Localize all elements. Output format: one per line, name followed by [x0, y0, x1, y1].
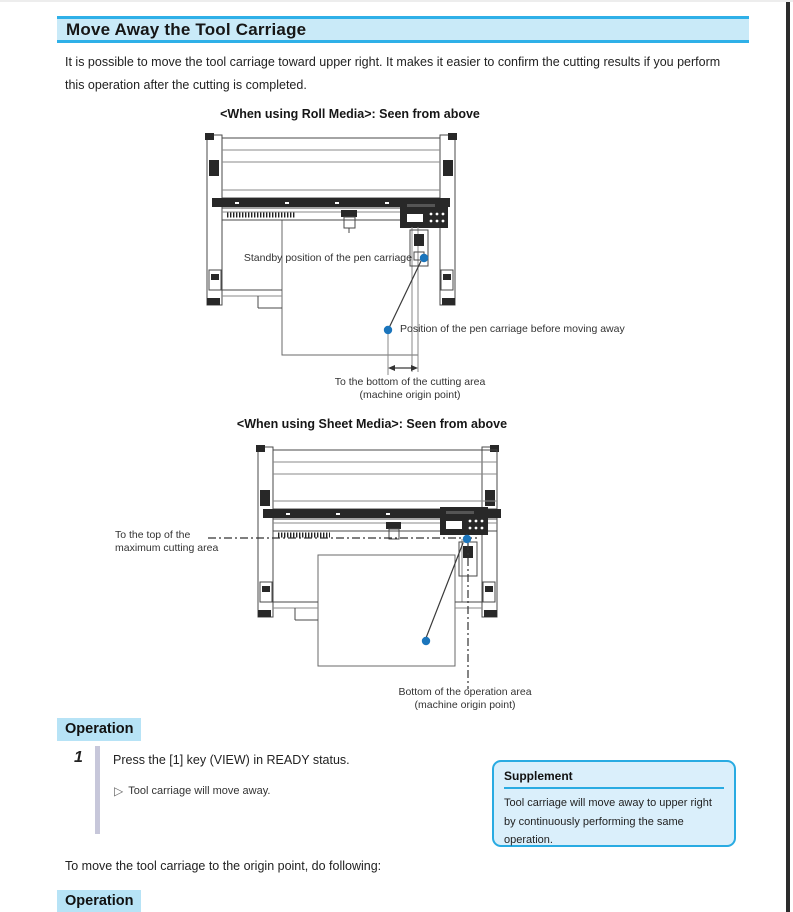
supplement-body: Tool carriage will move away to upper right by continuously performing the same operation. — [504, 797, 712, 846]
label-standby-position: Standby position of the pen carriage — [243, 252, 412, 264]
machine-top-frame — [273, 450, 497, 509]
label-bottom-operation-line1: Bottom of the operation area — [398, 686, 532, 698]
label-top-max-cutting-area — [115, 529, 218, 555]
bridge-text: To move the tool carriage to the origin point, do following: — [65, 859, 382, 873]
left-media-tracks — [273, 602, 318, 620]
sheet-media-heading: <When using Sheet Media>: Seen from above — [236, 417, 508, 431]
standby-dot — [420, 254, 428, 262]
operation-heading-2 — [57, 890, 141, 912]
supplement-heading: Supplement — [504, 769, 724, 789]
step-result-text: Tool carriage will move away. — [128, 785, 271, 797]
result-triangle-icon: ▷ — [114, 784, 124, 798]
page-right-border — [786, 2, 790, 912]
label-bottom-operation-line2: (machine origin point) — [414, 699, 516, 711]
machine-left-rail — [256, 445, 273, 617]
machine-left-rail — [205, 133, 222, 305]
step-text: Press the [1] key (VIEW) in READY status. — [113, 753, 350, 767]
operation-badge: Operation — [57, 718, 141, 741]
label-position-before-moving: Position of the pen carriage before moving away — [400, 323, 625, 335]
operation-badge-2: Operation — [57, 890, 141, 912]
before-move-dot — [422, 637, 430, 645]
intro-paragraph: It is possible to move the tool carriage toward upper right. It makes it easier to confirm the cutting results if you perform this operation after the cutting is completed. — [65, 55, 721, 92]
label-top-max-cutting-line1: To the top of the — [115, 529, 191, 541]
control-panel — [400, 200, 448, 228]
sheet-media-diagram — [200, 442, 560, 712]
page-title: Move Away the Tool Carriage — [66, 19, 307, 39]
label-bottom-cutting-area-line2: (machine origin point) — [359, 389, 461, 401]
label-bottom-cutting-area — [300, 376, 520, 402]
roll-media-sheet — [282, 220, 418, 355]
left-media-tracks — [222, 290, 282, 308]
supplement-box — [492, 760, 736, 847]
label-bottom-operation-area — [355, 686, 575, 712]
roll-media-diagram — [195, 130, 535, 410]
step-result — [114, 783, 270, 797]
standby-dot — [463, 535, 471, 543]
step-bar — [95, 746, 100, 834]
roll-media-heading: <When using Roll Media>: Seen from above — [220, 107, 480, 121]
label-bottom-cutting-area-line1: To the bottom of the cutting area — [334, 376, 486, 388]
control-panel — [440, 507, 488, 535]
section-title-band — [57, 16, 749, 43]
before-move-dot — [384, 326, 392, 334]
sheet-media-sheet — [318, 555, 455, 666]
machine-top-frame — [222, 138, 440, 198]
step-number: 1 — [74, 749, 83, 766]
label-top-max-cutting-line2: maximum cutting area — [115, 542, 219, 554]
origin-arrow — [388, 365, 418, 371]
operation-heading-1 — [57, 718, 141, 741]
